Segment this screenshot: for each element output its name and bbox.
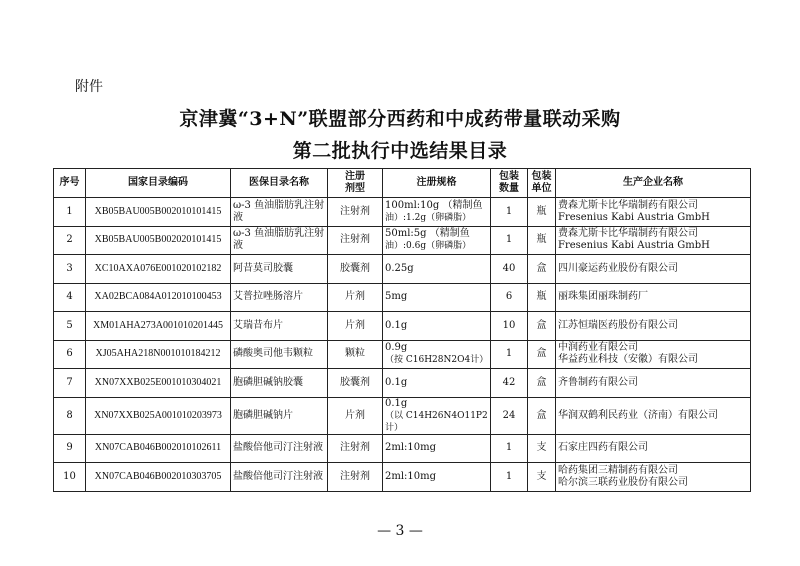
- header-insurance-name: 医保目录名称: [231, 169, 328, 198]
- cell-form: 胶囊剂: [328, 369, 383, 398]
- cell-manufacturer: 费森尤斯卡比华瑞制药有限公司 Fresenius Kabi Austria GmbH: [556, 226, 751, 255]
- cell-unit: 盒: [528, 369, 556, 398]
- cell-unit: 盒: [528, 397, 556, 434]
- cell-qty: 1: [491, 434, 528, 463]
- cell-seq: 8: [54, 397, 86, 434]
- header-national-code: 国家目录编码: [86, 169, 231, 198]
- cell-qty: 6: [491, 283, 528, 312]
- attachment-label: 附件: [75, 79, 103, 95]
- table-row: [54, 397, 751, 434]
- results-table: [53, 168, 751, 492]
- cell-manufacturer: 丽珠集团丽珠制药厂: [556, 283, 751, 312]
- cell-form: 颗粒: [328, 340, 383, 369]
- cell-insurance-name: 艾瑞昔布片: [231, 312, 328, 341]
- cell-spec: 100ml:10g （精制鱼 油）:1.2g（卵磷脂）: [383, 198, 491, 227]
- cell-insurance-name: 磷酸奥司他韦颗粒: [231, 340, 328, 369]
- header-spec: 注册规格: [383, 169, 491, 198]
- cell-unit: 支: [528, 434, 556, 463]
- cell-national-code: XN07XXB025E001010304021: [86, 369, 231, 398]
- table-row: [54, 434, 751, 463]
- cell-insurance-name: 阿昔莫司胶囊: [231, 255, 328, 284]
- cell-unit: 支: [528, 463, 556, 492]
- cell-seq: 3: [54, 255, 86, 284]
- cell-spec: 50ml:5g （精制鱼 油）:0.6g（卵磷脂）: [383, 226, 491, 255]
- cell-spec: 2ml:10mg: [383, 463, 491, 492]
- cell-manufacturer: 四川豪运药业股份有限公司: [556, 255, 751, 284]
- table-row: [54, 340, 751, 369]
- cell-unit: 瓶: [528, 198, 556, 227]
- cell-form: 片剂: [328, 397, 383, 434]
- cell-seq: 2: [54, 226, 86, 255]
- cell-manufacturer: 费森尤斯卡比华瑞制药有限公司 Fresenius Kabi Austria GmbH: [556, 198, 751, 227]
- cell-spec: 0.25g: [383, 255, 491, 284]
- cell-form: 注射剂: [328, 198, 383, 227]
- cell-qty: 10: [491, 312, 528, 341]
- document-title-line2: 第二批执行中选结果目录: [292, 140, 508, 162]
- cell-insurance-name: 胞磷胆碱钠胶囊: [231, 369, 328, 398]
- cell-qty: 1: [491, 463, 528, 492]
- cell-qty: 1: [491, 340, 528, 369]
- cell-national-code: XN07CAB046B002010102611: [86, 434, 231, 463]
- cell-seq: 6: [54, 340, 86, 369]
- cell-insurance-name: 盐酸倍他司汀注射液: [231, 434, 328, 463]
- table-header-row: [54, 169, 751, 198]
- cell-manufacturer: 哈药集团三精制药有限公司 哈尔滨三联药业股份有限公司: [556, 463, 751, 492]
- cell-spec: 0.1g: [383, 369, 491, 398]
- cell-spec: 0.1g （以 C14H26N4O11P2计）: [383, 397, 491, 434]
- cell-insurance-name: 艾普拉唑肠溶片: [231, 283, 328, 312]
- document-title-line1: 京津冀“3+N”联盟部分西药和中成药带量联动采购: [179, 108, 621, 130]
- cell-form: 胶囊剂: [328, 255, 383, 284]
- header-seq: 序号: [54, 169, 86, 198]
- cell-spec: 0.9g （按 C16H28N2O4计）: [383, 340, 491, 369]
- cell-spec: 5mg: [383, 283, 491, 312]
- cell-form: 注射剂: [328, 226, 383, 255]
- cell-manufacturer: 江苏恒瑞医药股份有限公司: [556, 312, 751, 341]
- cell-unit: 盒: [528, 340, 556, 369]
- cell-spec: 0.1g: [383, 312, 491, 341]
- cell-unit: 盒: [528, 255, 556, 284]
- cell-seq: 1: [54, 198, 86, 227]
- header-unit: 包装 单位: [528, 169, 556, 198]
- cell-national-code: XJ05AHA218N001010184212: [86, 340, 231, 369]
- cell-national-code: XN07XXB025A001010203973: [86, 397, 231, 434]
- cell-qty: 40: [491, 255, 528, 284]
- cell-manufacturer: 齐鲁制药有限公司: [556, 369, 751, 398]
- cell-seq: 9: [54, 434, 86, 463]
- table-row: [54, 312, 751, 341]
- cell-national-code: XA02BCA084A012010100453: [86, 283, 231, 312]
- table-row: [54, 255, 751, 284]
- cell-seq: 7: [54, 369, 86, 398]
- header-qty: 包装 数量: [491, 169, 528, 198]
- cell-national-code: XN07CAB046B002010303705: [86, 463, 231, 492]
- table-row: [54, 283, 751, 312]
- table-row: [54, 463, 751, 492]
- table-row: [54, 226, 751, 255]
- header-form: 注册 剂型: [328, 169, 383, 198]
- cell-national-code: XB05BAU005B002020101415: [86, 226, 231, 255]
- cell-form: 注射剂: [328, 434, 383, 463]
- cell-unit: 瓶: [528, 283, 556, 312]
- cell-spec: 2ml:10mg: [383, 434, 491, 463]
- table-row: [54, 198, 751, 227]
- cell-insurance-name: 胞磷胆碱钠片: [231, 397, 328, 434]
- cell-insurance-name: ω-3 鱼油脂肪乳注射液: [231, 226, 328, 255]
- cell-form: 注射剂: [328, 463, 383, 492]
- cell-qty: 24: [491, 397, 528, 434]
- cell-seq: 5: [54, 312, 86, 341]
- cell-unit: 瓶: [528, 226, 556, 255]
- cell-form: 片剂: [328, 283, 383, 312]
- cell-qty: 1: [491, 226, 528, 255]
- cell-qty: 42: [491, 369, 528, 398]
- cell-insurance-name: ω-3 鱼油脂肪乳注射液: [231, 198, 328, 227]
- cell-seq: 10: [54, 463, 86, 492]
- table-row: [54, 369, 751, 398]
- cell-insurance-name: 盐酸倍他司汀注射液: [231, 463, 328, 492]
- cell-seq: 4: [54, 283, 86, 312]
- cell-national-code: XC10AXA076E001020102182: [86, 255, 231, 284]
- cell-unit: 盒: [528, 312, 556, 341]
- cell-national-code: XB05BAU005B002010101415: [86, 198, 231, 227]
- page-number: — 3 —: [377, 523, 423, 539]
- cell-manufacturer: 中润药业有限公司 华益药业科技（安徽）有限公司: [556, 340, 751, 369]
- cell-manufacturer: 石家庄四药有限公司: [556, 434, 751, 463]
- cell-manufacturer: 华润双鹤利民药业（济南）有限公司: [556, 397, 751, 434]
- cell-qty: 1: [491, 198, 528, 227]
- cell-national-code: XM01AHA273A001010201445: [86, 312, 231, 341]
- header-manufacturer: 生产企业名称: [556, 169, 751, 198]
- cell-form: 片剂: [328, 312, 383, 341]
